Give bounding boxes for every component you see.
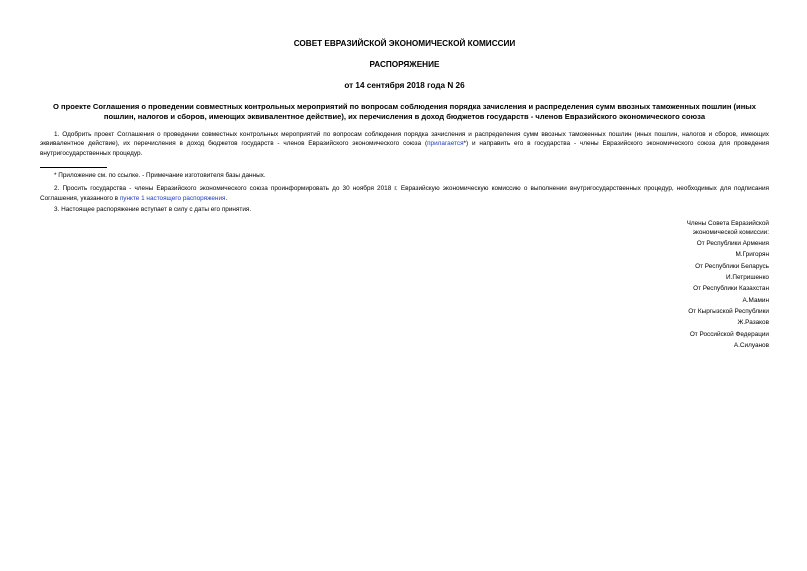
signatory-country: От Кыргызской Республики: [688, 307, 769, 315]
paragraph-2: [40, 184, 769, 203]
organization-title: СОВЕТ ЕВРАЗИЙСКОЙ ЭКОНОМИЧЕСКОЙ КОМИССИИ: [293, 39, 516, 48]
paragraph-1-text-end: *) и направить его в государства - члены Евразийского экономического союза для проведения внутригосударственных процедур.: [40, 140, 769, 157]
footnote: * Приложение см. по ссылке. - Примечание изготовителя базы данных.: [54, 172, 266, 180]
signatory-country: От Республики Армения: [696, 239, 769, 247]
signatory-name: А.Силуанов: [733, 341, 769, 349]
paragraph-1: [40, 130, 769, 158]
signatures-heading-line-1: Члены Совета Евразийской: [686, 220, 769, 227]
signatory-country: От Республики Казахстан: [693, 285, 769, 293]
signatory-name: М.Григорян: [735, 251, 769, 259]
footnote-divider: [40, 167, 107, 168]
signatory-name: А.Мамин: [742, 296, 769, 304]
paragraph-1-text-start: 1. Одобрить проект Соглашения о проведении совместных контрольных мероприятий по вопросам соблюдения порядка зачисления и распределения сумм ввозных таможенных пошлин (иных пошлин, налогов и сборов, имеющих эквивалентное действие), их перечисления в доход бюджетов государств - членов Евразийского экономического союза (: [40, 131, 769, 148]
paragraph-2-text-end: .: [225, 194, 228, 202]
signature-block: [549, 220, 769, 353]
signatory-name: И.Петришенко: [726, 273, 769, 281]
document-page: [40, 38, 769, 214]
attachment-link[interactable]: прилагается: [427, 140, 464, 148]
document-subject: О проекте Соглашения о проведении совместных контрольных мероприятий по вопросам соблюдения порядка зачисления и распределения сумм ввозных таможенных пошлин (иных пошлин, налогов и сборов, имеющих эквивалентное действие), их перечисления в доход бюджетов государств - членов Евразийского экономического союза: [52, 101, 757, 121]
signatory-country: От Российской Федерации: [689, 330, 769, 338]
paragraph-2-text-start: 2. Просить государства - члены Евразийского экономического союза проинформировать до 30 ноября 2018 г. Евразийскую экономическую комиссию о выполнении внутригосударственных процедур, необходимых для подписания Соглашения, указанного в: [40, 185, 769, 202]
signatory-country: От Республики Беларусь: [695, 262, 769, 270]
document-type: РАСПОРЯЖЕНИЕ: [369, 59, 440, 69]
paragraph-3: 3. Настоящее распоряжение вступает в силу с даты его принятия.: [54, 205, 252, 213]
signatory-name: Ж.Разаков: [737, 319, 769, 327]
document-date-number: от 14 сентября 2018 года N 26: [344, 80, 465, 90]
signatures-heading-line-2: экономической комиссии:: [692, 228, 769, 236]
clause-1-link[interactable]: пункте 1 настоящего распоряжения: [119, 194, 226, 202]
